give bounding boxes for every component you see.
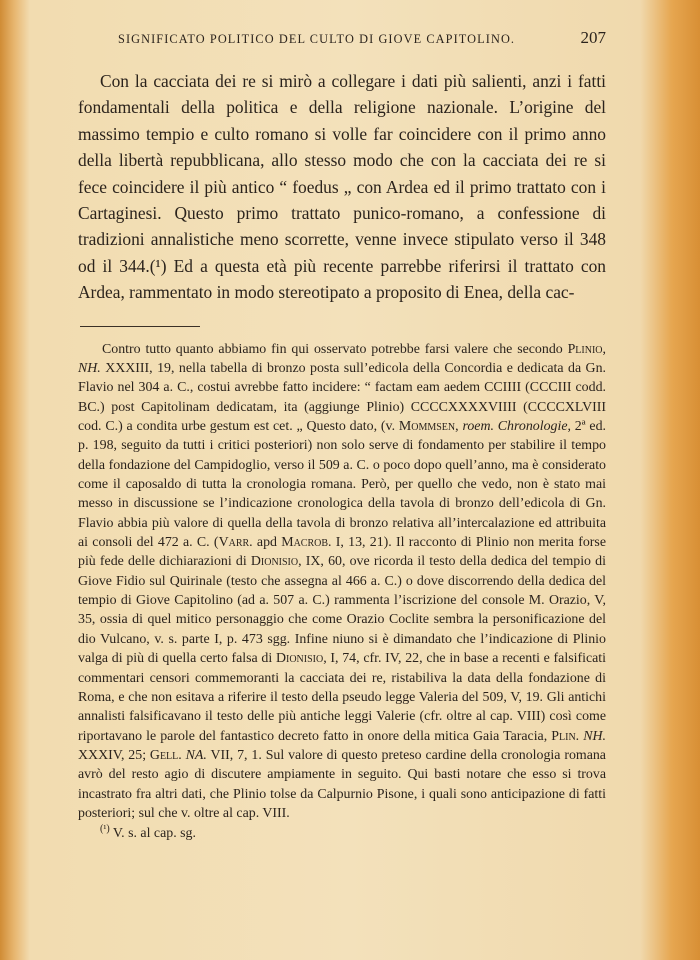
footnote xyxy=(78,824,606,843)
note-text: XXXIII, 19, nella tabella di bronzo posta sull’edicola della Concordia e dedicata da Gn. Flavio nel 304 a. C., costui avrebbe fatto incidere: “ factam eam aedem CCIIII (CCCIII codd. BC.) post Capitolinam dedicatam, ita (aggiunge Plinio) CCCCXXXXVIIII (CCCCXLVIII cod. C.) a condita urbe gestum est cet. „ Questo dato, (v. xyxy=(78,361,606,435)
author-name: Dionisio xyxy=(275,651,324,667)
author-name: Gell. xyxy=(149,747,182,763)
main-paragraph xyxy=(78,68,606,306)
author-name: Macrob. xyxy=(281,535,332,551)
author-name: Mommsen xyxy=(398,419,456,435)
note-text: XXXIV, 25; xyxy=(78,747,150,763)
footnote-text: V. s. al cap. sg. xyxy=(109,826,196,842)
note-text: , 2ª ed. p. 198, seguito da tutti i critici posteriori) non solo serve di fondamento per stabilire il tempo della fondazione del Campidoglio, verso il 509 a. C. o poco dopo quell’anno, ma è considerato come il caposaldo di tutta la cronologia romana. Però, per quello che vedo, non è stato mai messo in discussione se l’indicazione cronologica della tavola di bronzo dell’edicola di Gn. Flavio abbia più valore di quella della tavola di bronzo relativa all’intercalazione ed attribuita ai consoli del 472 a. C. ( xyxy=(78,419,606,551)
note-text: , IX, 60, ove ricorda il testo della dedica del tempio di Giove Fidio sul Quirinale (testo che assegna al 466 a. C.) o dove discorrendo della dedica del tempio di Giove Capitolino (ad a. 507 a. C.) rammenta l’iscrizione del console M. Orazio, V, 35, ossia di quel mitico personaggio che come Orazio Coclite sembra la personificazione del dio Vulcano, v. s. parte I, p. 473 sgg. Infine niuno si è dimandato che l’indicazione di Plinio valga di più di quella certo falsa di xyxy=(78,554,606,667)
footnote-separator xyxy=(80,326,200,327)
work-abbreviation: NA. xyxy=(185,747,207,763)
note-text: , I, 74, cfr. IV, 22, che in base a recenti e falsificati commentari censori commemoranti la cacciata dei re, ristabiliva la data della fondazione di Roma, e che non esitava a riferire il testo della pseudo legge Valeria del 509, V, 19. Gli antichi annalisti falsificavano il testo delle più antiche leggi Valerie (cfr. oltre al cap. VIII) così come riportavano le parole del fantastico decreto fatto in onore della mitica Gaia Taracia, xyxy=(78,651,606,744)
notes-block xyxy=(78,340,606,844)
work-abbreviation: NH. xyxy=(78,361,101,376)
work-title: roem. Chronologie xyxy=(462,419,568,435)
running-title: SIGNIFICATO POLITICO DEL CULTO DI GIOVE CAPITOLINO. xyxy=(118,32,516,46)
note-text: VII, 7, 1. Sul valore di questo preteso cardine della cronologia romana avrò del resto agio di discutere ampiamente in seguito. Qui basti notare che esso si trova incastrato fra altri dati, che Plinio tolse da Calpurnio Pisone, i quali sono anticipazione di fatti posteriori; sul che v. oltre al cap. VIII. xyxy=(78,747,606,821)
footnote-marker: (¹) xyxy=(100,823,110,835)
main-text xyxy=(78,68,606,306)
note-text: Contro tutto quanto abbiamo fin qui osservato potrebbe farsi valere che secondo xyxy=(102,341,568,357)
author-name: Dionisio xyxy=(250,554,299,570)
footnote-reference[interactable]: (¹) xyxy=(149,255,167,276)
main-paragraph-text: Con la cacciata dei re si mirò a collegare i dati più salienti, anzi i fatti fondamentali della politica e della religione nazionale. L’origine del massimo tempio e culto romano si volle far coincidere con il primo anno della libertà repubblicana, allo stesso modo che con la cacciata dei re si fece coincidere il più antico “ foedus „ con Ardea ed il primo trattato con i Cartaginesi. Questo primo trattato punico-romano, a confessione di tradizioni annalistiche meno scorrette, venne invece stipulato verso il 348 od il 344. xyxy=(78,71,606,276)
author-name: Plin. xyxy=(551,728,580,744)
author-name: Plinio xyxy=(567,341,603,357)
book-page xyxy=(78,28,606,844)
author-name: Varr. xyxy=(218,535,253,551)
main-paragraph-continuation: Ed a questa età più recente parrebbe riferirsi il trattato con Ardea, rammentato in modo stereotipato a proposito di Enea, della cac- xyxy=(78,255,607,303)
work-abbreviation: NH. xyxy=(583,728,606,744)
note-text: apd xyxy=(252,535,282,551)
note-text: , xyxy=(602,341,606,357)
note-paragraph xyxy=(78,340,606,824)
note-text: , xyxy=(455,419,463,435)
note-text: I, 13, 21). Il racconto di Plinio non merita forse più fede delle dichiarazioni di xyxy=(78,535,607,570)
page-number: 207 xyxy=(580,28,606,47)
page-header xyxy=(78,28,606,58)
